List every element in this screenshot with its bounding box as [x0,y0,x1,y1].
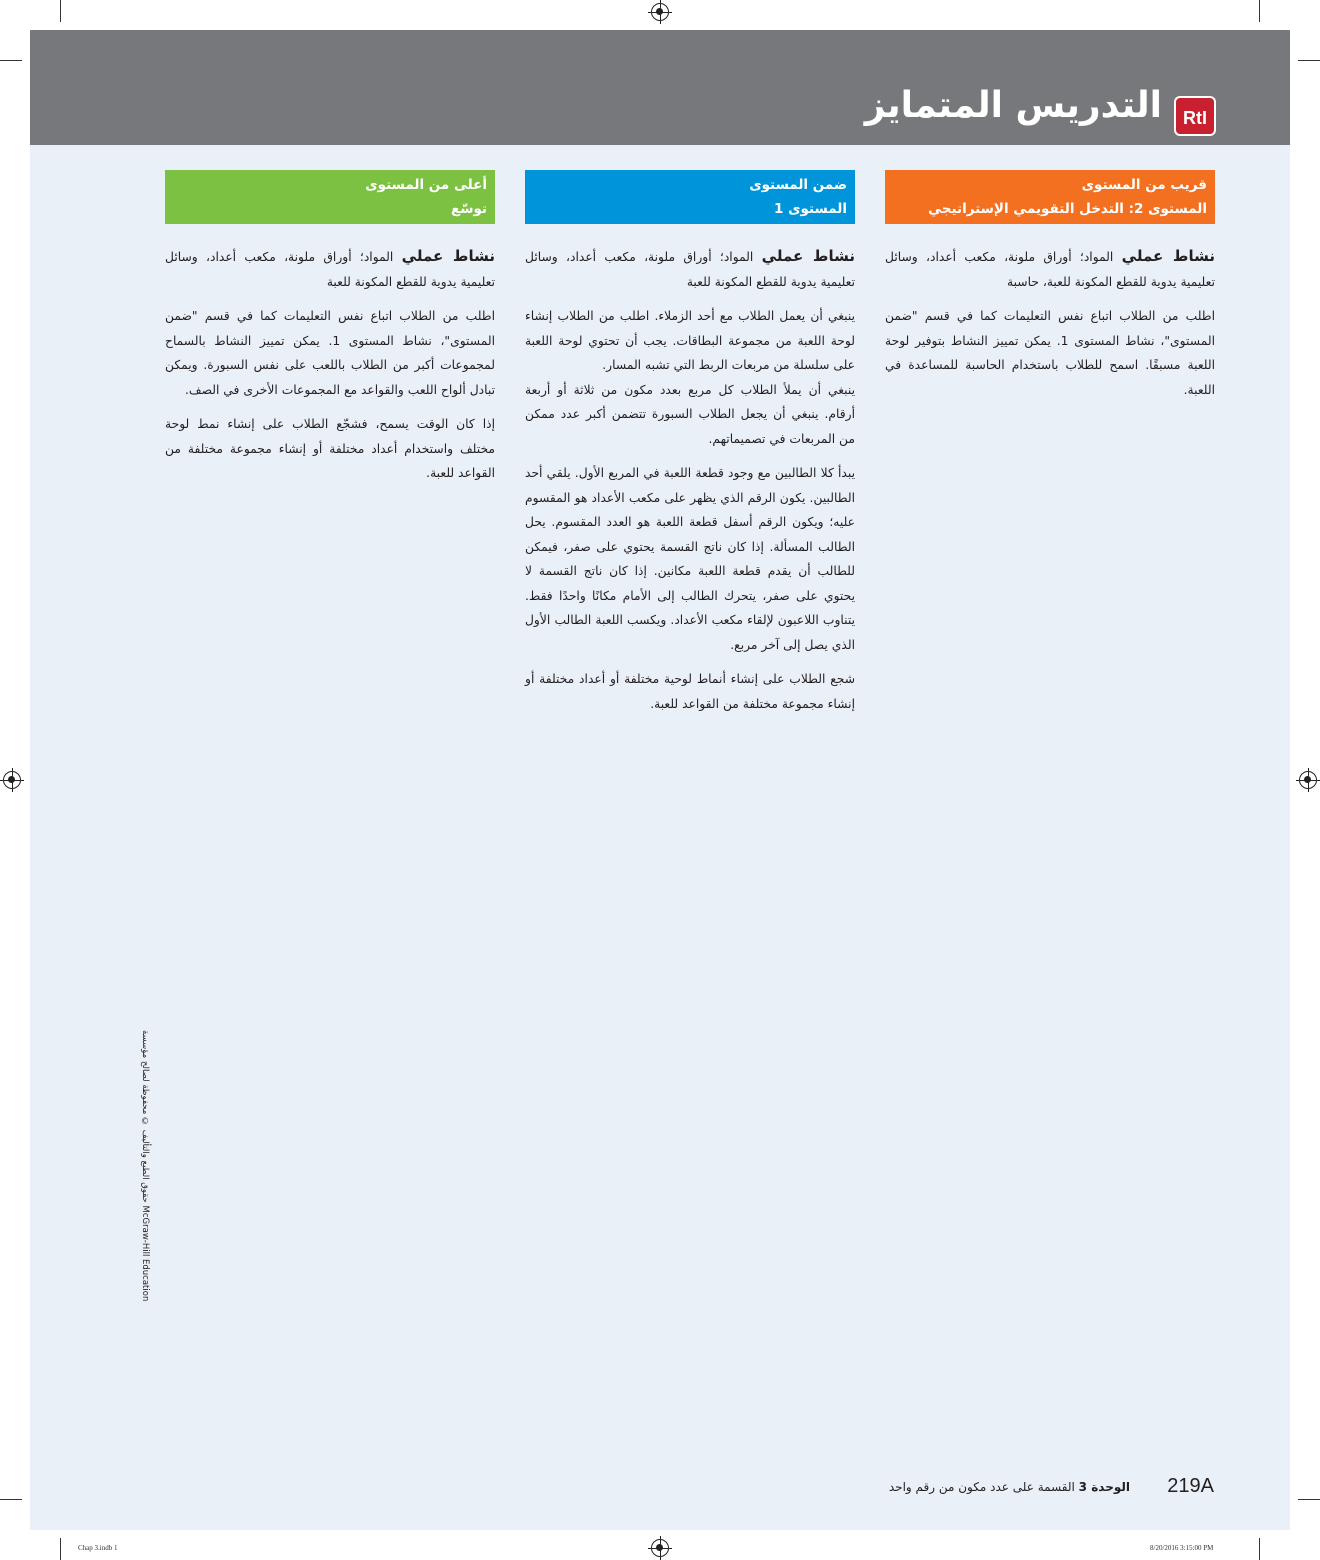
materials-text: المواد؛ أوراق ملونة، مكعب أعداد، وسائل تعليمية يدوية للقطع المكونة للعبة [525,250,855,289]
registration-mark-icon [651,3,669,21]
column-header-approaching [885,170,1215,224]
column-heading: أعلى من المستوى [365,177,487,193]
body-paragraph: شجع الطلاب على إنشاء أنماط لوحية مختلفة أو أعداد مختلفة أو إنشاء مجموعة مختلفة من القواعد للعبة. [525,672,855,711]
header-banner [30,30,1290,145]
page [30,30,1290,1530]
column-approaching [885,170,1215,412]
page-title: التدريس المتمايز [864,85,1162,126]
rti-badge-icon: RtI [1174,96,1216,136]
slug-file-name: Chap 3.indb 1 [78,1544,118,1552]
column-beyond [165,170,495,496]
body-paragraph: إذا كان الوقت يسمح، فشجّع الطلاب على إنشاء نمط لوحة مختلف واستخدام أعداد مختلفة أو إنشاء مجموعة مختلفة من القواعد للعبة. [165,417,495,480]
crop-mark [60,1538,61,1560]
column-body [525,224,855,716]
column-subheading: توسّع [450,201,487,217]
crop-mark [1259,1538,1260,1560]
footer-unit-label: الوحدة 3 [1078,1480,1130,1494]
materials-paragraph [165,244,495,294]
registration-mark-icon [3,771,21,789]
crop-mark [0,1499,22,1500]
crop-mark [1298,60,1320,61]
activity-lead: نشاط عملي [401,247,495,265]
crop-mark [1298,1499,1320,1500]
registration-mark-icon [651,1539,669,1557]
page-number: 219A [1167,1475,1214,1497]
column-body [885,224,1215,402]
copyright-credit: حقوق الطبع والتأليف © محفوظة لصالح مؤسسة McGraw-Hill Education [140,1030,150,1302]
footer-unit-name: القسمة على عدد مكون من رقم واحد [888,1480,1075,1494]
body-paragraph: يبدأ كلا الطالبين مع وجود قطعة اللعبة في المربع الأول. يلقي أحد الطالبين. يكون الرقم الذي يظهر على مكعب الأعداد هو المقسوم عليه؛ ويكون الرقم أسفل قطعة اللعبة هو العدد المقسوم. يحل الطالب المسألة. إذا كان ناتج القسمة يحتوي على صفر، فيمكن للطالب أن يقدم قطعة اللعبة مكانين. إذا كان ناتج القسمة لا يحتوي على صفر، يتحرك الطالب إلى الأمام مكانًا واحدًا فقط. يتناوب اللاعبون لإلقاء مكعب الأعداد. ويكسب اللعبة الطالب الأول الذي يصل إلى آخر مربع. [525,466,855,652]
body-paragraph: اطلب من الطلاب اتباع نفس التعليمات كما في قسم "ضمن المستوى"، نشاط المستوى 1. يمكن تمييز النشاط بتوفير لوحة اللعبة مسبقًا. اسمح للطلاب باستخدام الحاسبة للمساعدة في اللعبة. [885,309,1215,397]
activity-lead: نشاط عملي [761,247,855,265]
column-on-level [525,170,855,726]
activity-lead: نشاط عملي [1121,247,1215,265]
registration-mark-icon [1299,771,1317,789]
materials-text: المواد؛ أوراق ملونة، مكعب أعداد، وسائل تعليمية يدوية للقطع المكونة للعبة [165,250,495,289]
column-header-on-level [525,170,855,224]
materials-paragraph [525,244,855,294]
body-paragraph: اطلب من الطلاب اتباع نفس التعليمات كما في قسم "ضمن المستوى"، نشاط المستوى 1. يمكن تمييز النشاط بالسماح لمجموعات أكبر من الطلاب باللعب على نفس السبورة. ويمكن تبادل ألواح اللعب والقواعد مع المجموعات الأخرى في الصف. [165,309,495,397]
slug-timestamp: 8/20/2016 3:15:00 PM [1150,1544,1214,1552]
crop-mark [0,60,22,61]
column-header-beyond [165,170,495,224]
materials-text: المواد؛ أوراق ملونة، مكعب أعداد، وسائل تعليمية يدوية للقطع المكونة للعبة، حاسبة [885,250,1215,289]
column-heading: ضمن المستوى [749,177,847,193]
crop-mark [1259,0,1260,22]
column-subheading: المستوى 1 [774,201,847,217]
materials-paragraph [885,244,1215,294]
column-heading: قريب من المستوى [1081,177,1207,193]
crop-mark [60,0,61,22]
column-body [165,224,495,486]
footer-unit-title [889,1480,1130,1494]
column-subheading: المستوى 2: التدخل التقويمي الإستراتيجي [928,201,1207,217]
body-paragraph: ينبغي أن يعمل الطلاب مع أحد الزملاء. اطلب من الطلاب إنشاء لوحة اللعبة من مجموعة البطاقات. يجب أن تحتوي لوحة اللعبة على سلسلة من مربعات الربط التي تشبه المسار. [525,309,855,372]
body-paragraph: ينبغي أن يملأ الطلاب كل مربع بعدد مكون من ثلاثة أو أربعة أرقام. ينبغي أن يجعل الطلاب السبورة تتضمن أكبر عدد ممكن من المربعات في تصميماتهم. [525,382,855,446]
